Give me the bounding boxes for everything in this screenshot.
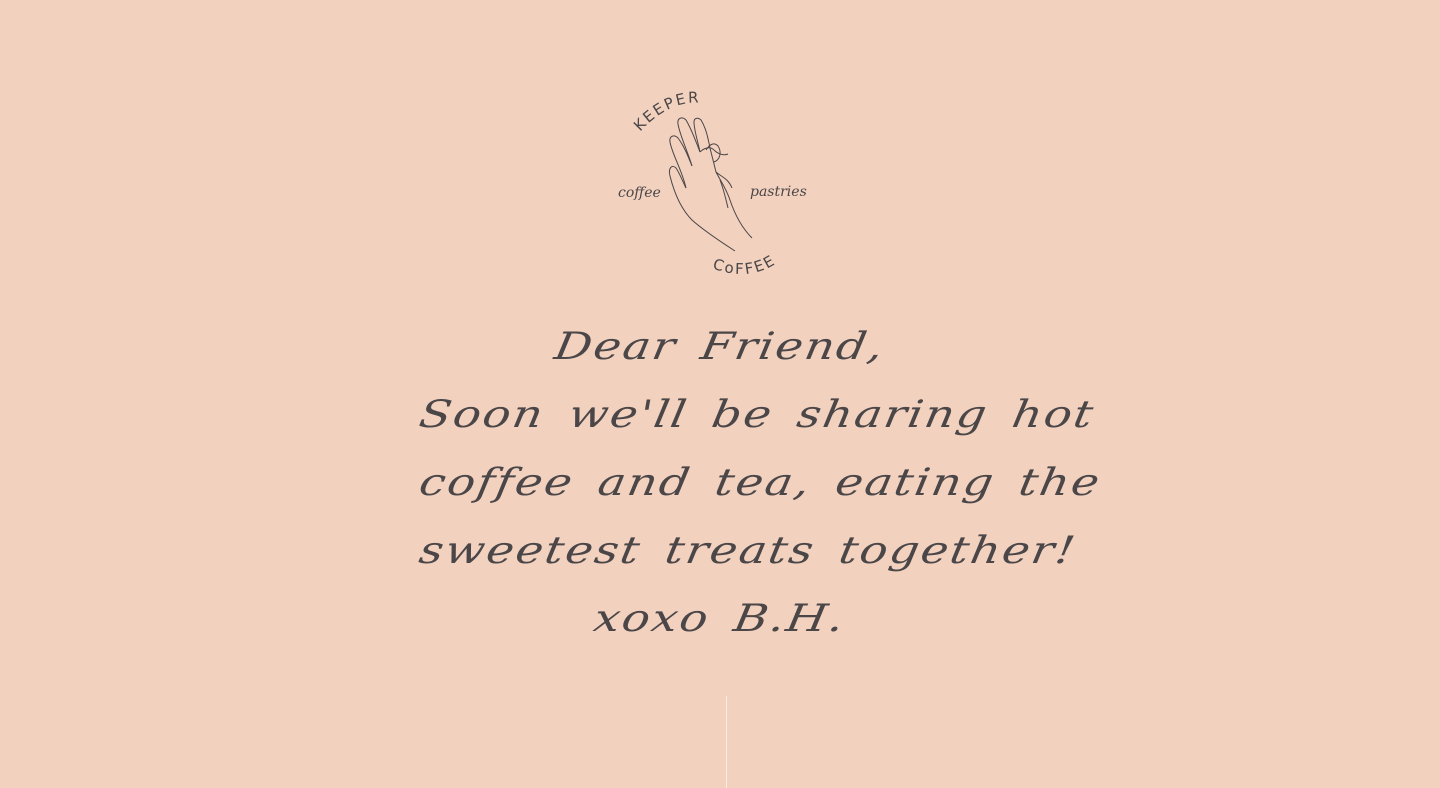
logo-right-text: pastries bbox=[750, 184, 807, 200]
letter-line: Soon we'll be sharing hot bbox=[416, 391, 1099, 437]
letter-line: sweetest treats together! bbox=[416, 527, 1081, 573]
logo-bottom-text: CoFFEE bbox=[710, 250, 779, 279]
logo-top-text: KEEPER bbox=[630, 88, 701, 135]
keeper-coffee-logo bbox=[600, 80, 840, 295]
letter-line: Dear Friend, bbox=[551, 323, 889, 369]
hand-icon bbox=[669, 118, 752, 251]
scroll-divider-line bbox=[726, 696, 727, 788]
logo-left-text: coffee bbox=[618, 185, 661, 201]
letter-message bbox=[416, 312, 1105, 652]
letter-signature: xoxo B.H. bbox=[590, 595, 850, 641]
letter-line: coffee and tea, eating the bbox=[416, 459, 1105, 505]
